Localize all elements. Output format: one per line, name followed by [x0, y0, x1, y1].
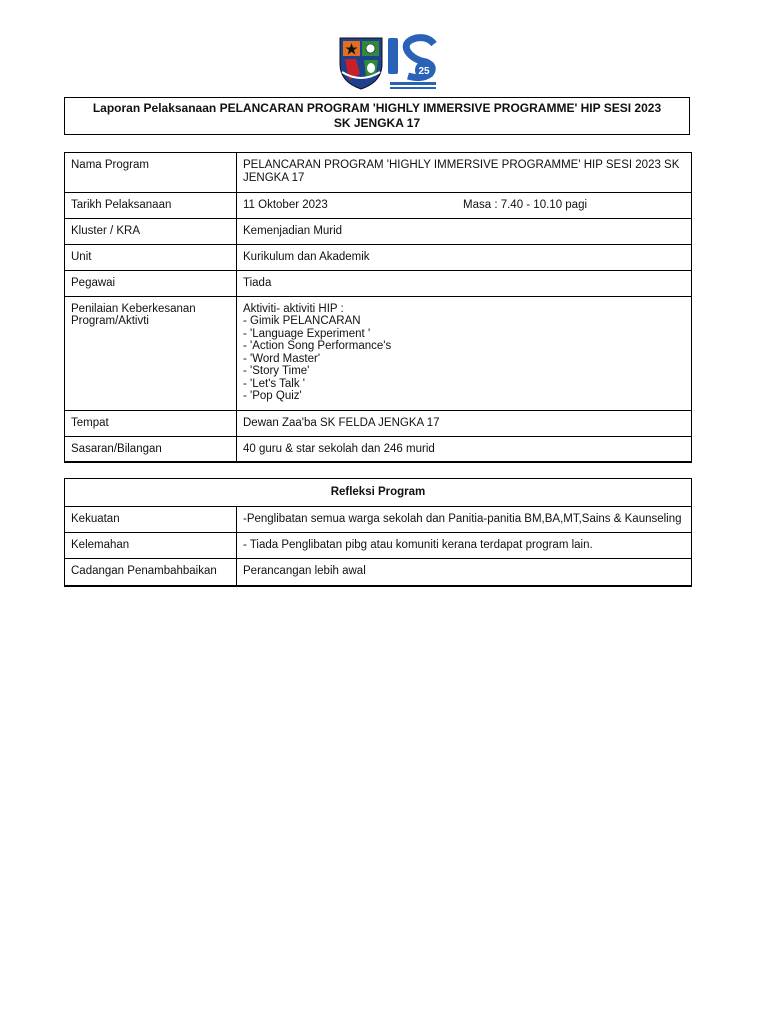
list-item: - 'Story Time': [243, 365, 310, 377]
table-row: [65, 533, 692, 559]
table-row: [65, 193, 692, 219]
table-row: [65, 507, 692, 533]
kelemahan-value: - Tiada Penglibatan pibg atau komuniti kerana terdapat program lain.: [237, 533, 692, 559]
list-item: - 'Word Master': [243, 352, 321, 365]
refleksi-table: [64, 478, 692, 587]
table-row: [65, 270, 692, 296]
kluster-value: Kemenjadian Murid: [237, 218, 692, 244]
aktiviti-list: [243, 315, 685, 403]
table-row: [65, 153, 692, 193]
pegawai-value: Tiada: [237, 270, 692, 296]
kekuatan-label: Kekuatan: [65, 507, 237, 533]
masa-value: Masa : 7.40 - 10.10 pagi: [463, 199, 588, 211]
aktiviti-heading: Aktiviti- aktiviti HIP :: [243, 302, 344, 315]
table-row: [65, 244, 692, 270]
cadangan-label: Cadangan Penambahbaikan: [65, 559, 237, 586]
pegawai-label: Pegawai: [65, 270, 237, 296]
list-item: - 'Action Song Performance's: [243, 340, 392, 352]
list-item: - Gimik PELANCARAN: [243, 315, 361, 327]
nama-program-label: Nama Program: [65, 153, 237, 193]
logo-group: [336, 34, 440, 92]
report-title-text: Laporan Pelaksanaan PELANCARAN PROGRAM 'HIGHLY IMMERSIVE PROGRAMME' HIP SESI 2023 SK JENGKA 17: [92, 101, 662, 130]
kelemahan-label: Kelemahan: [65, 533, 237, 559]
tarikh-label: Tarikh Pelaksanaan: [65, 193, 237, 219]
kekuatan-value: -Penglibatan semua warga sekolah dan Panitia-panitia BM,BA,MT,Sains & Kaunseling: [237, 507, 692, 533]
report-title: [64, 97, 690, 135]
tarikh-cell: [237, 193, 692, 219]
unit-label: Unit: [65, 244, 237, 270]
logo-number: 25: [418, 66, 430, 77]
tempat-label: Tempat: [65, 410, 237, 436]
penilaian-cell: [237, 296, 692, 410]
header-logos: [336, 34, 440, 92]
unit-value: Kurikulum dan Akademik: [237, 244, 692, 270]
kluster-label: Kluster / KRA: [65, 218, 237, 244]
list-item: - 'Pop Quiz': [243, 390, 302, 402]
tempat-value: Dewan Zaa'ba SK FELDA JENGKA 17: [237, 410, 692, 436]
refleksi-heading: Refleksi Program: [65, 479, 692, 507]
sk-felda-jengka-logo: [388, 38, 436, 89]
penilaian-label: Penilaian Keberkesanan Program/Aktivti: [65, 296, 237, 410]
table-row: [65, 296, 692, 410]
sasaran-label: Sasaran/Bilangan: [65, 436, 237, 462]
table-row: [65, 218, 692, 244]
sasaran-value: 40 guru & star sekolah dan 246 murid: [237, 436, 692, 462]
list-item: - 'Let's Talk ': [243, 377, 305, 390]
program-info-table: [64, 152, 692, 463]
school-crest-logo: [340, 38, 382, 89]
nama-program-value: PELANCARAN PROGRAM 'HIGHLY IMMERSIVE PROGRAMME' HIP SESI 2023 SK JENGKA 17: [237, 153, 692, 193]
list-item: - 'Language Experiment ': [243, 327, 371, 340]
cadangan-value: Perancangan lebih awal: [237, 559, 692, 586]
tarikh-value: 11 Oktober 2023: [243, 199, 328, 211]
table-row: [65, 410, 692, 436]
table-row: [65, 479, 692, 507]
table-row: [65, 559, 692, 586]
table-row: [65, 436, 692, 462]
